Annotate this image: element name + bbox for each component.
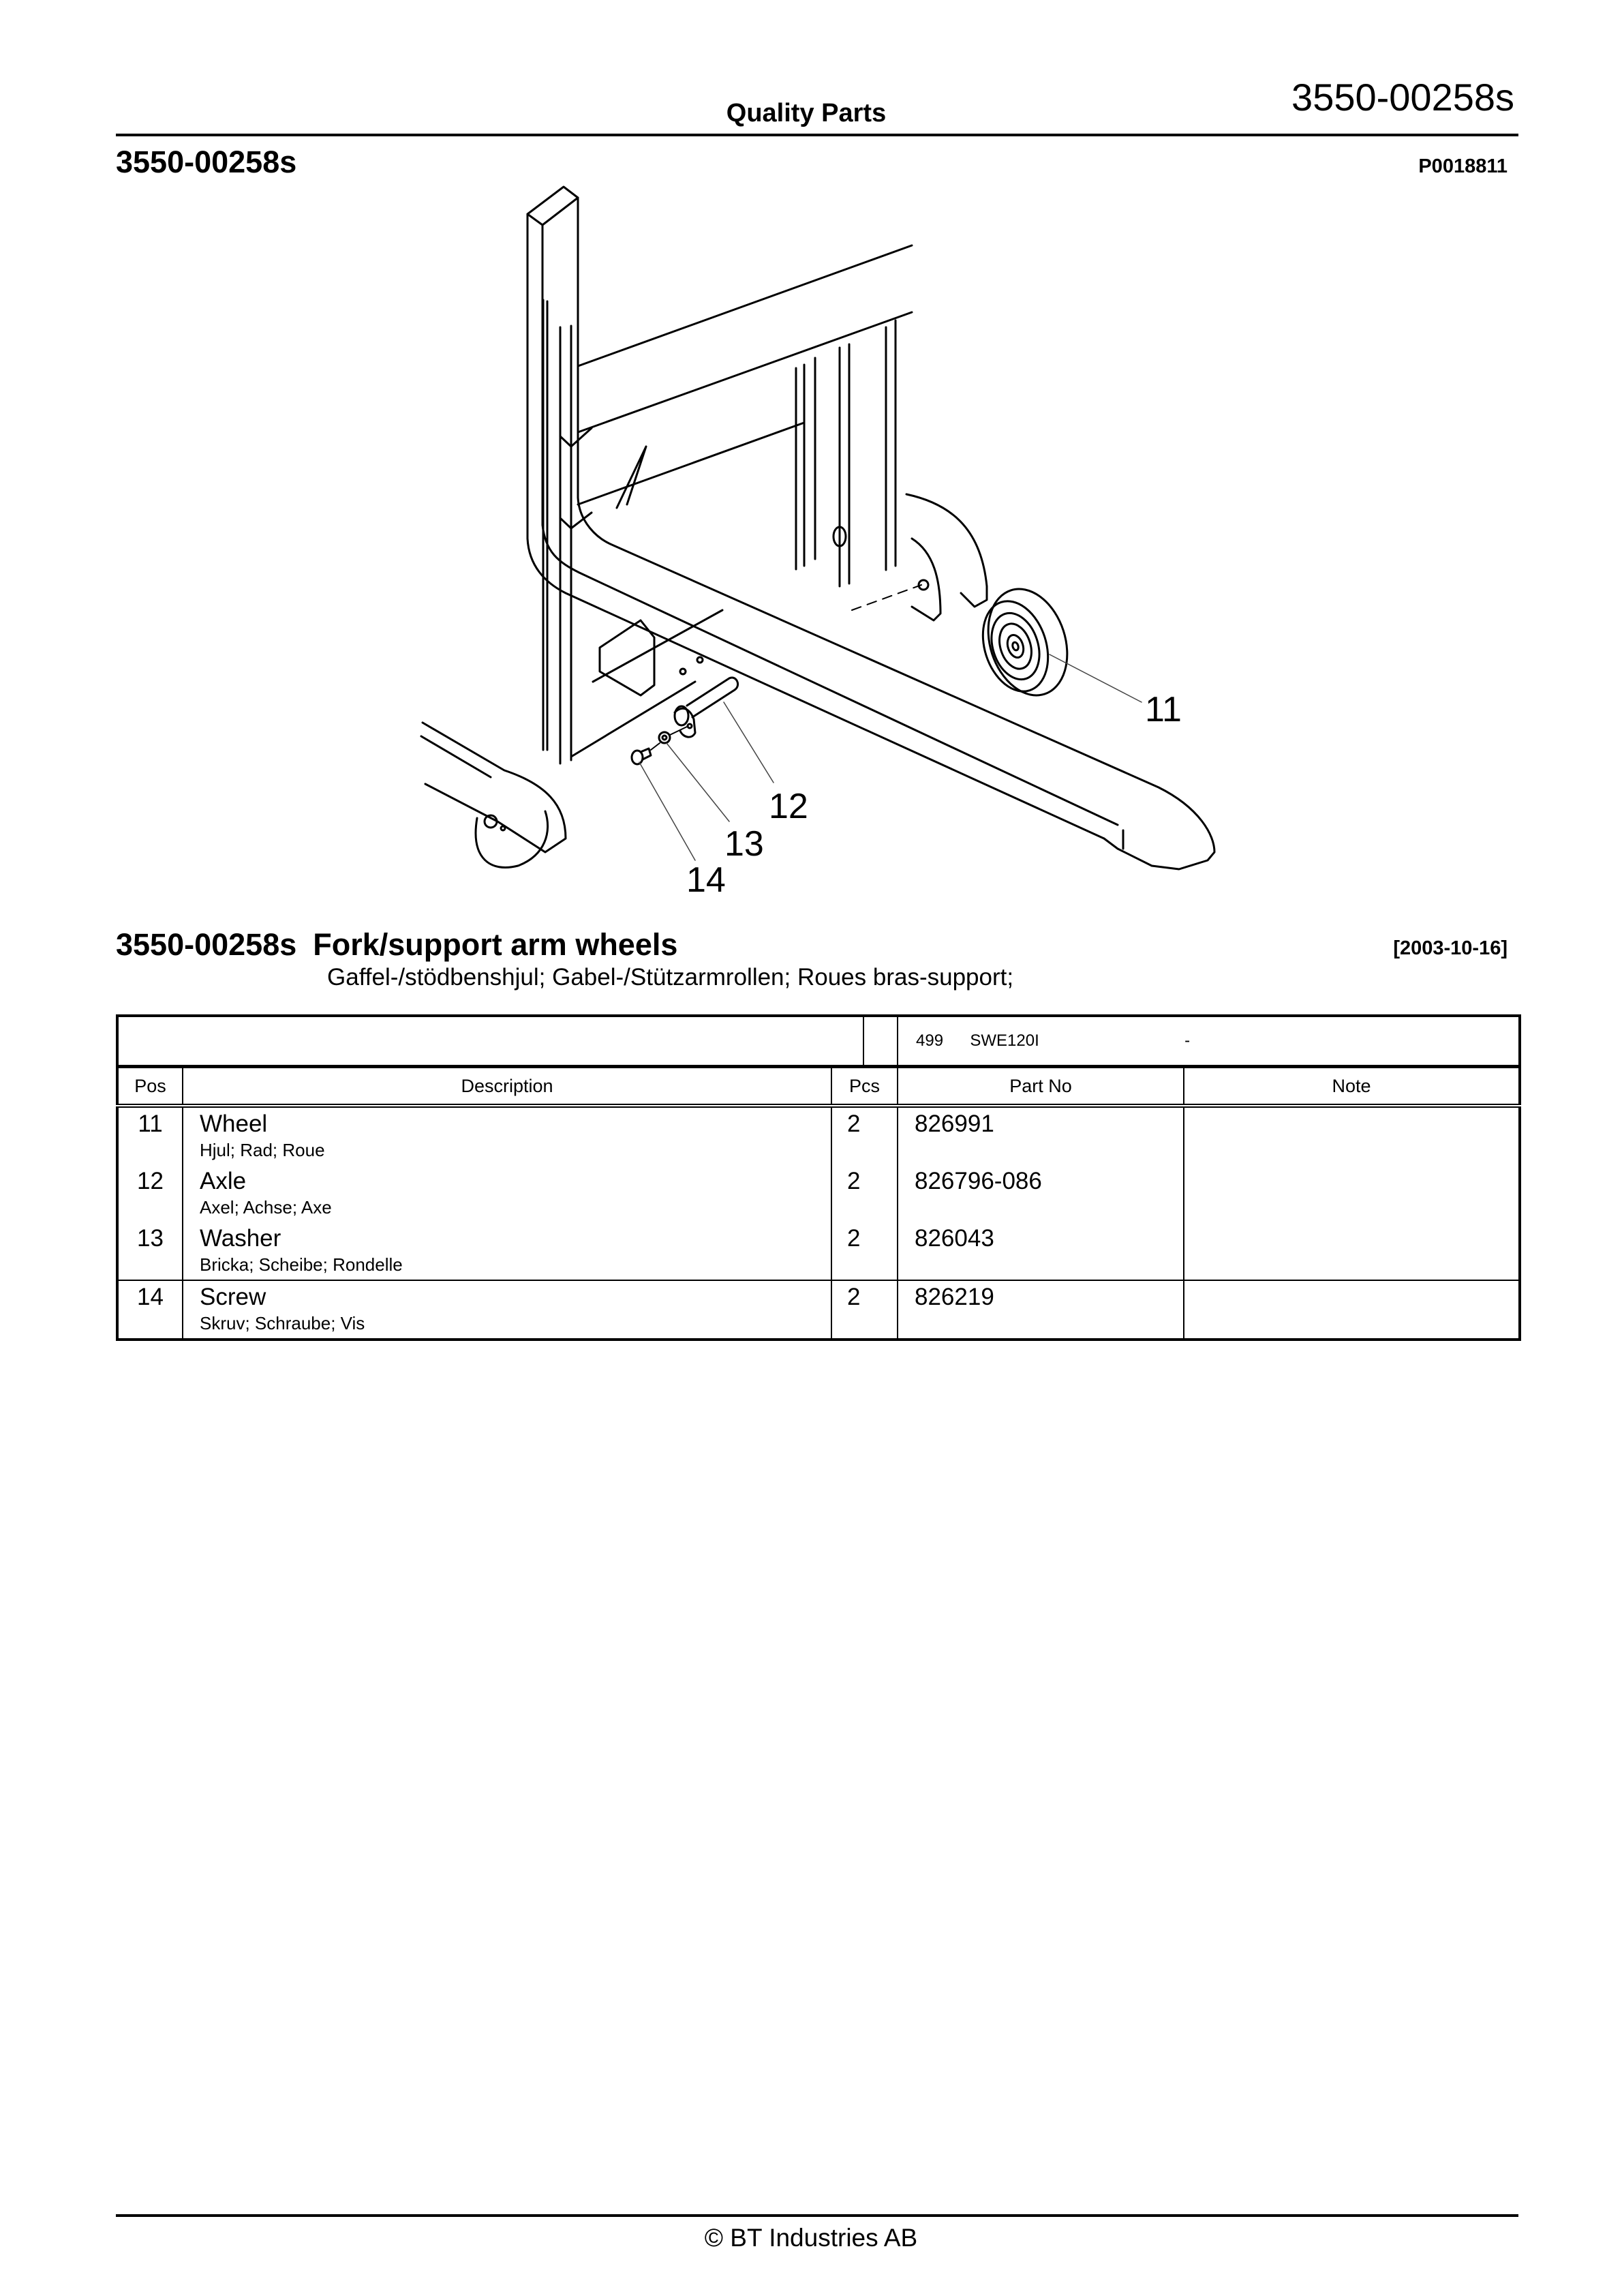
note-cell <box>1184 1222 1520 1280</box>
column-header-pcs: Pcs <box>831 1067 898 1106</box>
pos-cell: 11 <box>117 1106 183 1165</box>
description-translations: Skruv; Schraube; Vis <box>200 1313 365 1333</box>
pcs-cell: 2 <box>831 1222 898 1280</box>
description-translations: Axel; Achse; Axe <box>200 1197 332 1218</box>
description-cell <box>183 1280 831 1340</box>
model-cell <box>898 1016 1520 1067</box>
model-divider <box>863 1017 864 1065</box>
screw-part-14 <box>632 743 660 764</box>
part-no-cell: 826991 <box>898 1106 1184 1165</box>
description-en: Wheel <box>200 1111 268 1137</box>
note-cell <box>1184 1106 1520 1165</box>
part-no-cell: 826043 <box>898 1222 1184 1280</box>
column-header-description: Description <box>183 1067 831 1106</box>
footer-rule <box>116 2214 1518 2217</box>
support-arm-bracket <box>852 494 987 620</box>
note-cell <box>1184 1280 1520 1340</box>
fork <box>527 187 1214 869</box>
pos-cell: 14 <box>117 1280 183 1340</box>
title-code: 3550-00258s <box>116 927 297 962</box>
description-cell <box>183 1222 831 1280</box>
table-row <box>117 1106 1520 1165</box>
carriage-plate <box>578 245 912 586</box>
callout-13: 13 <box>724 824 764 864</box>
section-title <box>116 927 677 963</box>
revision-date: [2003-10-16] <box>1393 937 1508 959</box>
description-translations: Bricka; Scheibe; Rondelle <box>200 1254 403 1275</box>
picture-number: P0018811 <box>1418 155 1508 177</box>
pos-cell: 13 <box>117 1222 183 1280</box>
section-code: 3550-00258s <box>116 145 297 179</box>
part-no-cell: 826796-086 <box>898 1165 1184 1222</box>
header-rule <box>116 134 1518 136</box>
pcs-cell: 2 <box>831 1106 898 1165</box>
mast-rails <box>543 300 592 764</box>
model-value: - <box>1184 1031 1191 1050</box>
table-row <box>117 1165 1520 1222</box>
note-cell <box>1184 1165 1520 1222</box>
part-no-cell: 826219 <box>898 1280 1184 1340</box>
base-frame <box>571 610 722 757</box>
leader-lines <box>639 654 1142 860</box>
table-row <box>117 1222 1520 1280</box>
callout-12: 12 <box>769 787 808 826</box>
title-translations: Gaffel-/stödbenshjul; Gabel-/Stützarmrollen; Roues bras-support; <box>327 964 1014 991</box>
column-header-note: Note <box>1184 1067 1520 1106</box>
pcs-cell: 2 <box>831 1280 898 1340</box>
description-en: Screw <box>200 1284 266 1310</box>
description-translations: Hjul; Rad; Roue <box>200 1140 325 1160</box>
callout-14: 14 <box>686 860 726 900</box>
table-row <box>117 1280 1520 1340</box>
pcs-cell: 2 <box>831 1165 898 1222</box>
wheel-part-11 <box>972 579 1080 706</box>
parts-table <box>116 1014 1521 1341</box>
exploded-parts-diagram <box>382 177 1254 900</box>
column-header-pos: Pos <box>117 1067 183 1106</box>
model-name: SWE120I <box>970 1031 1039 1050</box>
model-row <box>117 1016 1520 1067</box>
description-en: Axle <box>200 1168 247 1194</box>
pos-cell: 12 <box>117 1165 183 1222</box>
description-cell <box>183 1106 831 1165</box>
header-title: Quality Parts <box>726 99 887 127</box>
description-en: Washer <box>200 1225 281 1252</box>
model-number: 499 <box>916 1031 944 1050</box>
header-doc-number: 3550-00258s <box>1291 76 1514 119</box>
footer-copyright: © BT Industries AB <box>704 2224 918 2252</box>
callout-11: 11 <box>1145 690 1182 729</box>
column-header-part-no: Part No <box>898 1067 1184 1106</box>
title-name: Fork/support arm wheels <box>313 927 678 962</box>
model-blank-cell <box>117 1016 898 1067</box>
description-cell <box>183 1165 831 1222</box>
table-header-row <box>117 1067 1520 1106</box>
